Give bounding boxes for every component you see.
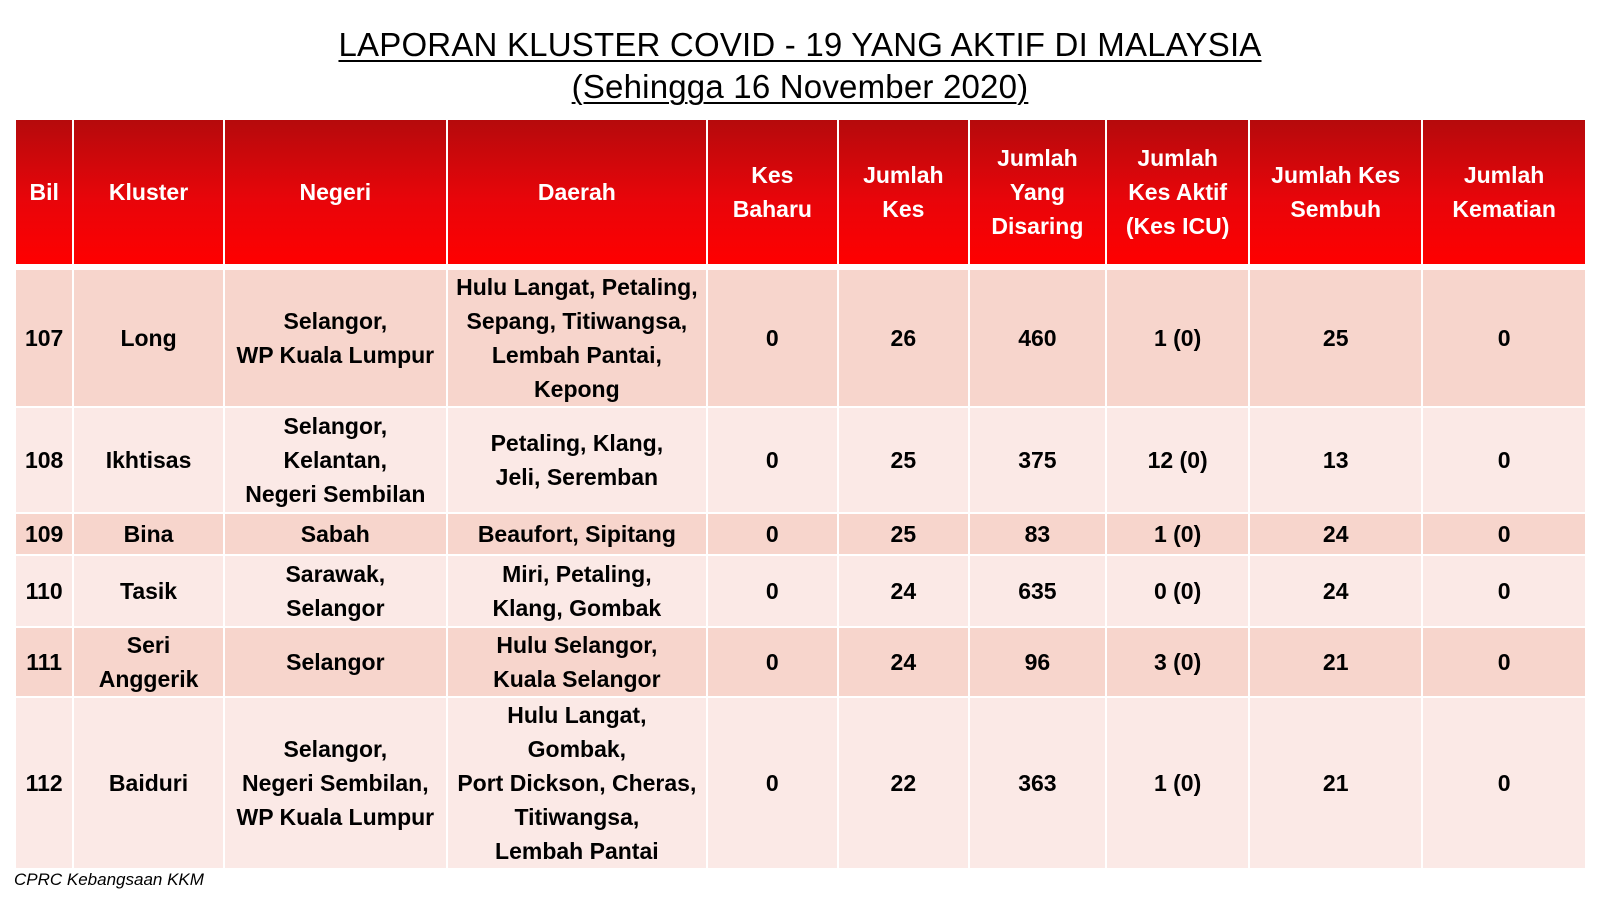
cell-bil: 110	[15, 555, 73, 627]
cell-kes-aktif: 1 (0)	[1106, 513, 1249, 555]
cell-jumlah-disaring: 363	[969, 697, 1106, 869]
header-kes-baharu: Kes Baharu	[707, 119, 838, 267]
header-jumlah-kes: Jumlah Kes	[838, 119, 969, 267]
cell-kematian: 0	[1422, 697, 1586, 869]
cell-jumlah-kes: 24	[838, 627, 969, 697]
header-daerah: Daerah	[447, 119, 707, 267]
table-row	[15, 267, 1586, 407]
header-kes-sembuh: Jumlah Kes Sembuh	[1249, 119, 1422, 267]
header-jumlah-disaring: Jumlah Yang Disaring	[969, 119, 1106, 267]
cell-jumlah-kes: 24	[838, 555, 969, 627]
cell-kes-baharu: 0	[707, 697, 838, 869]
cell-negeri: Selangor, Kelantan, Negeri Sembilan	[224, 407, 447, 513]
cell-bil: 111	[15, 627, 73, 697]
header-kematian: Jumlah Kematian	[1422, 119, 1586, 267]
cell-negeri: Sarawak, Selangor	[224, 555, 447, 627]
cell-kes-sembuh: 24	[1249, 513, 1422, 555]
cell-kes-aktif: 1 (0)	[1106, 697, 1249, 869]
cell-daerah: Hulu Selangor, Kuala Selangor	[447, 627, 707, 697]
cell-kes-baharu: 0	[707, 267, 838, 407]
cell-bil: 109	[15, 513, 73, 555]
cell-negeri: Selangor, Negeri Sembilan, WP Kuala Lumpur	[224, 697, 447, 869]
cell-jumlah-kes: 22	[838, 697, 969, 869]
cell-daerah: Hulu Langat, Gombak, Port Dickson, Cheras, Titiwangsa, Lembah Pantai	[447, 697, 707, 869]
header-negeri: Negeri	[224, 119, 447, 267]
source-footer: CPRC Kebangsaan KKM	[14, 870, 204, 889]
cell-kematian: 0	[1422, 627, 1586, 697]
cell-kluster: Tasik	[73, 555, 223, 627]
cell-kes-baharu: 0	[707, 627, 838, 697]
title-line-2: (Sehingga 16 November 2020)	[571, 68, 1029, 105]
cell-kes-sembuh: 21	[1249, 627, 1422, 697]
cluster-table	[14, 118, 1587, 870]
header-bil: Bil	[15, 119, 73, 267]
cell-daerah: Petaling, Klang, Jeli, Seremban	[447, 407, 707, 513]
cell-kluster: Seri Anggerik	[73, 627, 223, 697]
cell-kluster: Ikhtisas	[73, 407, 223, 513]
cell-jumlah-kes: 25	[838, 407, 969, 513]
cell-jumlah-disaring: 96	[969, 627, 1106, 697]
header-kes-aktif: Jumlah Kes Aktif (Kes ICU)	[1106, 119, 1249, 267]
cell-kes-sembuh: 24	[1249, 555, 1422, 627]
header-kluster: Kluster	[73, 119, 223, 267]
cell-bil: 112	[15, 697, 73, 869]
cell-kes-baharu: 0	[707, 513, 838, 555]
cell-jumlah-disaring: 375	[969, 407, 1106, 513]
report-title	[0, 24, 1600, 108]
table-row	[15, 555, 1586, 627]
cell-daerah: Miri, Petaling, Klang, Gombak	[447, 555, 707, 627]
cell-kes-aktif: 0 (0)	[1106, 555, 1249, 627]
cell-negeri: Selangor, WP Kuala Lumpur	[224, 267, 447, 407]
cell-negeri: Selangor	[224, 627, 447, 697]
cell-daerah: Beaufort, Sipitang	[447, 513, 707, 555]
cell-kes-sembuh: 13	[1249, 407, 1422, 513]
cell-kematian: 0	[1422, 555, 1586, 627]
cell-jumlah-kes: 26	[838, 267, 969, 407]
cell-jumlah-disaring: 460	[969, 267, 1106, 407]
cell-kematian: 0	[1422, 407, 1586, 513]
title-line-1: LAPORAN KLUSTER COVID - 19 YANG AKTIF DI MALAYSIA	[338, 26, 1262, 63]
cell-kes-sembuh: 21	[1249, 697, 1422, 869]
cell-kes-aktif: 12 (0)	[1106, 407, 1249, 513]
cell-kematian: 0	[1422, 513, 1586, 555]
table-row	[15, 513, 1586, 555]
cell-kluster: Long	[73, 267, 223, 407]
table-header-row	[15, 119, 1586, 267]
cell-jumlah-disaring: 635	[969, 555, 1106, 627]
cell-kluster: Baiduri	[73, 697, 223, 869]
cell-kes-sembuh: 25	[1249, 267, 1422, 407]
cell-daerah: Hulu Langat, Petaling, Sepang, Titiwangsa, Lembah Pantai, Kepong	[447, 267, 707, 407]
cell-negeri: Sabah	[224, 513, 447, 555]
table-row	[15, 697, 1586, 869]
cell-kes-baharu: 0	[707, 407, 838, 513]
cell-kluster: Bina	[73, 513, 223, 555]
cell-jumlah-disaring: 83	[969, 513, 1106, 555]
cell-jumlah-kes: 25	[838, 513, 969, 555]
cell-bil: 107	[15, 267, 73, 407]
cell-bil: 108	[15, 407, 73, 513]
cell-kes-baharu: 0	[707, 555, 838, 627]
cell-kes-aktif: 1 (0)	[1106, 267, 1249, 407]
cell-kematian: 0	[1422, 267, 1586, 407]
cell-kes-aktif: 3 (0)	[1106, 627, 1249, 697]
table-row	[15, 407, 1586, 513]
table-row	[15, 627, 1586, 697]
